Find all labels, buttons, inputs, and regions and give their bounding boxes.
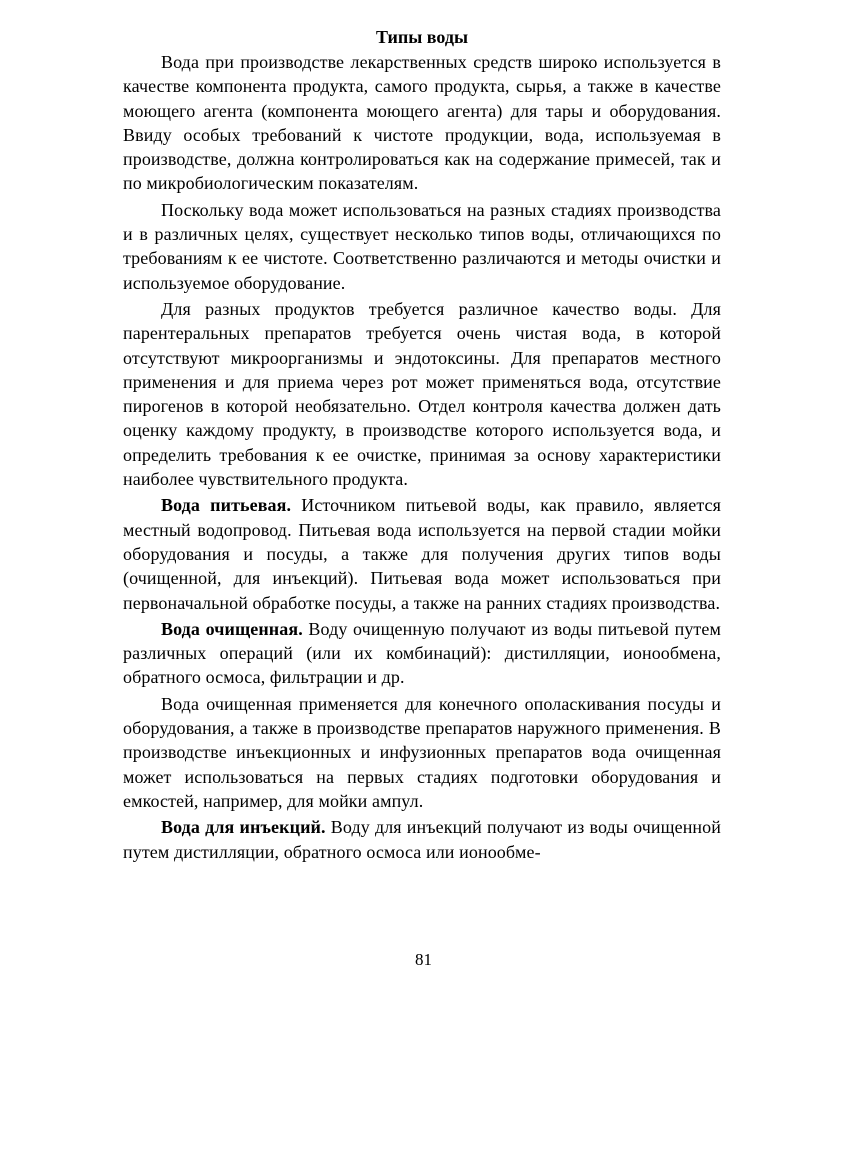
paragraph-1 [123,50,721,196]
paragraph-purified-water-text: Воду очищенную получают из воды питьевой путем различных операций (или их комбинаций): дистилляции, ионообмена, обратного осмоса, фильтрации и др. [123,618,721,688]
paragraph-1-text: Вода при производстве лекарственных средств широко используется в качестве компонента продукта, самого продукта, сырья, а также в качестве моющего агента (компонента моющего агента) для тары и оборудования. Ввиду особых требований к чистоте продукции, вода, используемая в производстве, должна контролироваться как на содержание примесей, так и по микробиологическим показателям. [123,52,721,194]
paragraph-injection-water [123,815,721,864]
paragraph-purified-water-use-text: Вода очищенная применяется для конечного ополаскивания посуды и оборудования, а также в производстве препаратов наружного применения. В производстве инъекционных и инфузионных препаратов вода очищенная может использоваться на первых стадиях подготовки оборудования и емкостей, например, для мойки ампул. [123,693,721,811]
paragraph-drinking-water-lead: Вода питьевая. [161,495,292,516]
page-number: 81 [415,950,432,969]
paragraph-3 [123,297,721,491]
paragraph-2 [123,198,721,295]
paragraph-purified-water-use [123,692,721,813]
paragraph-drinking-water [123,493,721,614]
document-page [123,26,721,866]
paragraph-drinking-water-text: Источником питьевой воды, как правило, является местный водопровод. Питьевая вода используется на первой стадии мойки оборудования и посуды, а также для получения других типов воды (очищенной, для инъекций). Питьевая вода может использоваться при первоначальной обработке посуды, а также на ранних стадиях производства. [123,495,722,613]
paragraph-purified-water-lead: Вода очищенная. [161,618,303,639]
paragraph-purified-water [123,617,721,690]
paragraph-3-text: Для разных продуктов требуется различное качество воды. Для парентеральных препаратов требуется очень чистая вода, в которой отсутствуют микроорганизмы и эндотоксины. Для препаратов местного применения и для приема через рот может применяться вода, отсутствие пирогенов в которой необязательно. Отдел контроля качества должен дать оценку каждому продукту, в производстве которого используется вода, и определить требования к ее очистке, принимая за основу характеристики наиболее чувствительного продукта. [123,298,721,490]
paragraph-injection-water-text: Воду для инъекций получают из воды очищенной путем дистилляции, обратного осмоса или ионообме- [123,817,721,862]
section-title: Типы воды [375,27,469,47]
paragraph-2-text: Поскольку вода может использоваться на разных стадиях производства и в различных целях, существует несколько типов воды, отличающихся по требованиям к ее чистоте. Соответственно различаются и методы очистки и используемое оборудование. [123,199,721,293]
paragraph-injection-water-lead: Вода для инъекций. [161,817,326,838]
